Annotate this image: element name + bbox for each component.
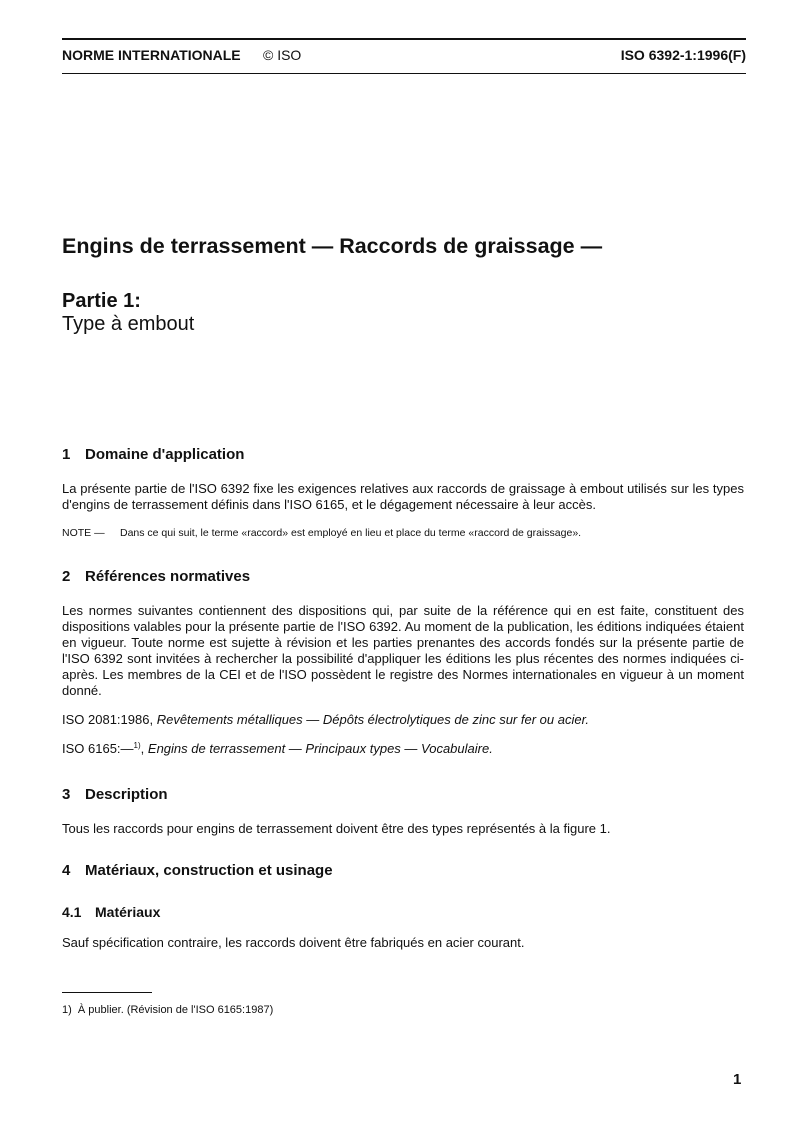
section-number: 1 bbox=[62, 446, 71, 463]
subsection-4-1-heading bbox=[62, 904, 160, 920]
reference-iso-2081 bbox=[62, 712, 589, 727]
footnote-marker: 1) bbox=[133, 741, 141, 750]
header-copyright: © ISO bbox=[263, 47, 302, 63]
section-1-note bbox=[62, 527, 581, 539]
reference-title: Revêtements métalliques — Dépôts électrolytiques de zinc sur fer ou acier. bbox=[156, 712, 590, 727]
header-standard-number: ISO 6392-1:1996(F) bbox=[620, 47, 746, 63]
section-number: 4 bbox=[62, 862, 71, 879]
subsection-title: Matériaux bbox=[95, 904, 161, 920]
document-title: Engins de terrassement — Raccords de graissage — bbox=[62, 234, 603, 258]
reference-code: ISO 6165:— bbox=[62, 741, 134, 756]
note-text: Dans ce qui suit, le terme «raccord» est employé en lieu et place du terme «raccord de graissage». bbox=[120, 527, 582, 539]
section-2-paragraph: Les normes suivantes contiennent des dispositions qui, par suite de la référence qui en est faite, constituent des dispositions valables pour la présente partie de l'ISO 6392. Au moment de la publication, les éditions indiquées étaient en vigueur. Toute norme est sujette à révision et les parties prenantes des accords fondés sur la présente partie de l'ISO 6392 sont invitées à rechercher la possibilité d'appliquer les éditions les plus récentes des normes indiquées ci-après. Les membres de la CEI et de l'ISO possèdent le registre des Normes internationales en vigueur à un moment donné. bbox=[62, 603, 744, 698]
reference-title: Engins de terrassement — Principaux types — Vocabulaire. bbox=[147, 741, 493, 756]
reference-code: ISO 2081:1986, bbox=[62, 712, 154, 727]
section-number: 3 bbox=[62, 786, 71, 803]
footnote bbox=[62, 1004, 273, 1016]
note-label: NOTE — bbox=[62, 527, 105, 539]
reference-iso-6165: ISO 6165:—$^{1)}$, Engins de terrassement — Principaux types — Vocabulaire. bbox=[62, 741, 493, 756]
footnote-number: 1) bbox=[62, 1004, 72, 1016]
subsection-number: 4.1 bbox=[62, 904, 82, 920]
header-standard-type: NORME INTERNATIONALE bbox=[62, 47, 241, 63]
footnote-rule bbox=[62, 992, 152, 993]
footnote-text: À publier. (Révision de l'ISO 6165:1987) bbox=[77, 1004, 274, 1016]
page-number: 1 bbox=[733, 1071, 742, 1088]
part-label: Partie 1: bbox=[62, 290, 141, 312]
section-3-heading bbox=[62, 786, 168, 803]
section-2-heading bbox=[62, 568, 250, 585]
section-title: Références normatives bbox=[85, 568, 251, 585]
section-title: Domaine d'application bbox=[85, 446, 245, 463]
section-title: Description bbox=[85, 786, 168, 803]
page-header bbox=[62, 47, 746, 67]
section-1-heading bbox=[62, 446, 244, 463]
top-rule bbox=[62, 38, 746, 40]
section-1-paragraph: La présente partie de l'ISO 6392 fixe les exigences relatives aux raccords de graissage à embout utilisés sur les types d'engins de terrassement définis dans l'ISO 6165, et le dégagement nécessaire à leur accès. bbox=[62, 481, 744, 512]
subsection-4-1-paragraph: Sauf spécification contraire, les raccords doivent être fabriqués en acier courant. bbox=[62, 935, 525, 950]
section-4-heading bbox=[62, 862, 333, 879]
section-3-paragraph: Tous les raccords pour engins de terrassement doivent être des types représentés à la figure 1. bbox=[62, 821, 611, 836]
section-title: Matériaux, construction et usinage bbox=[85, 862, 333, 879]
section-number: 2 bbox=[62, 568, 71, 585]
part-title: Type à embout bbox=[62, 313, 195, 335]
header-rule bbox=[62, 73, 746, 74]
